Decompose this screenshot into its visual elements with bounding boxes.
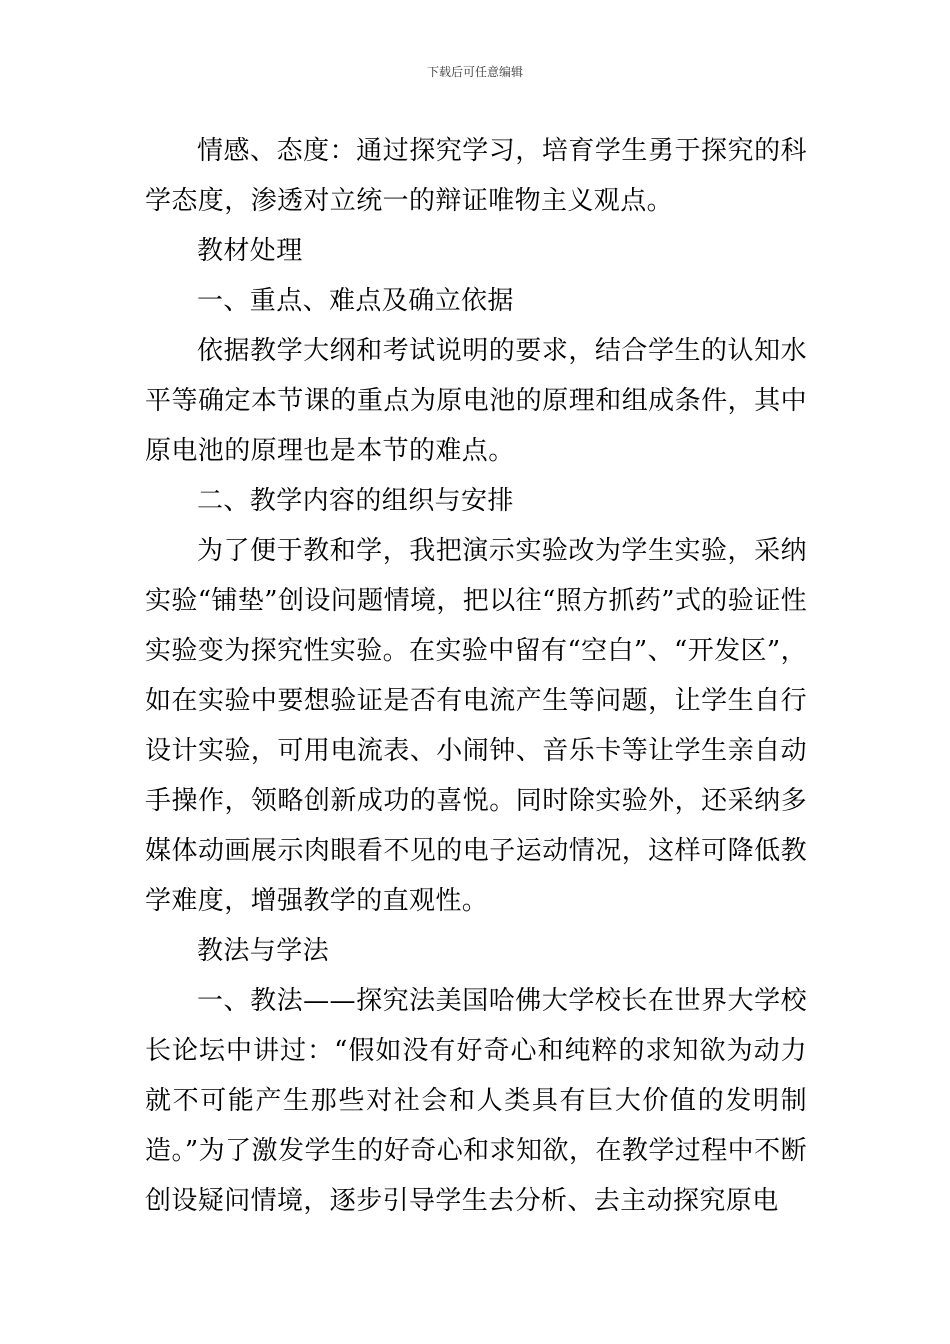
heading-content-organization: 二、教学内容的组织与安排	[197, 486, 514, 516]
paragraph-key-points: 依据教学大纲和考试说明的要求，结合学生的认知水平等确定本节课的重点为原电池的原理和组成条件，其中原电池的原理也是本节的难点。	[145, 336, 807, 466]
heading-textbook-handling: 教材处理	[197, 236, 303, 266]
paragraph-emotion-attitude: 情感、态度：通过探究学习，培育学生勇于探究的科学态度，渗透对立统一的辩证唯物主义观点。	[145, 136, 807, 216]
document-body	[145, 126, 807, 1226]
paragraph-inquiry-method: 一、教法——探究法美国哈佛大学校长在世界大学校长论坛中讲过：“假如没有好奇心和纯粹的求知欲为动力就不可能产生那些对社会和人类具有巨大价值的发明制造。”为了激发学生的好奇心和求知欲，在教学过程中不断创设疑问情境，逐步引导学生去分析、去主动探究原电	[145, 986, 807, 1216]
heading-teaching-methods: 教法与学法	[197, 936, 330, 966]
page-header: 下载后可任意编辑	[426, 65, 523, 79]
paragraph-content-organization: 为了便于教和学，我把演示实验改为学生实验，采纳实验“铺垫”创设问题情境，把以往“照方抓药”式的验证性实验变为探究性实验。在实验中留有“空白”、“开发区”，如在实验中要想验证是否有电流产生等问题，让学生自行设计实验，可用电流表、小闹钟、音乐卡等让学生亲自动手操作，领略创新成功的喜悦。同时除实验外，还采纳多媒体动画展示肉眼看不见的电子运动情况，这样可降低教学难度，增强教学的直观性。	[145, 536, 807, 916]
heading-key-points: 一、重点、难点及确立依据	[197, 286, 514, 316]
